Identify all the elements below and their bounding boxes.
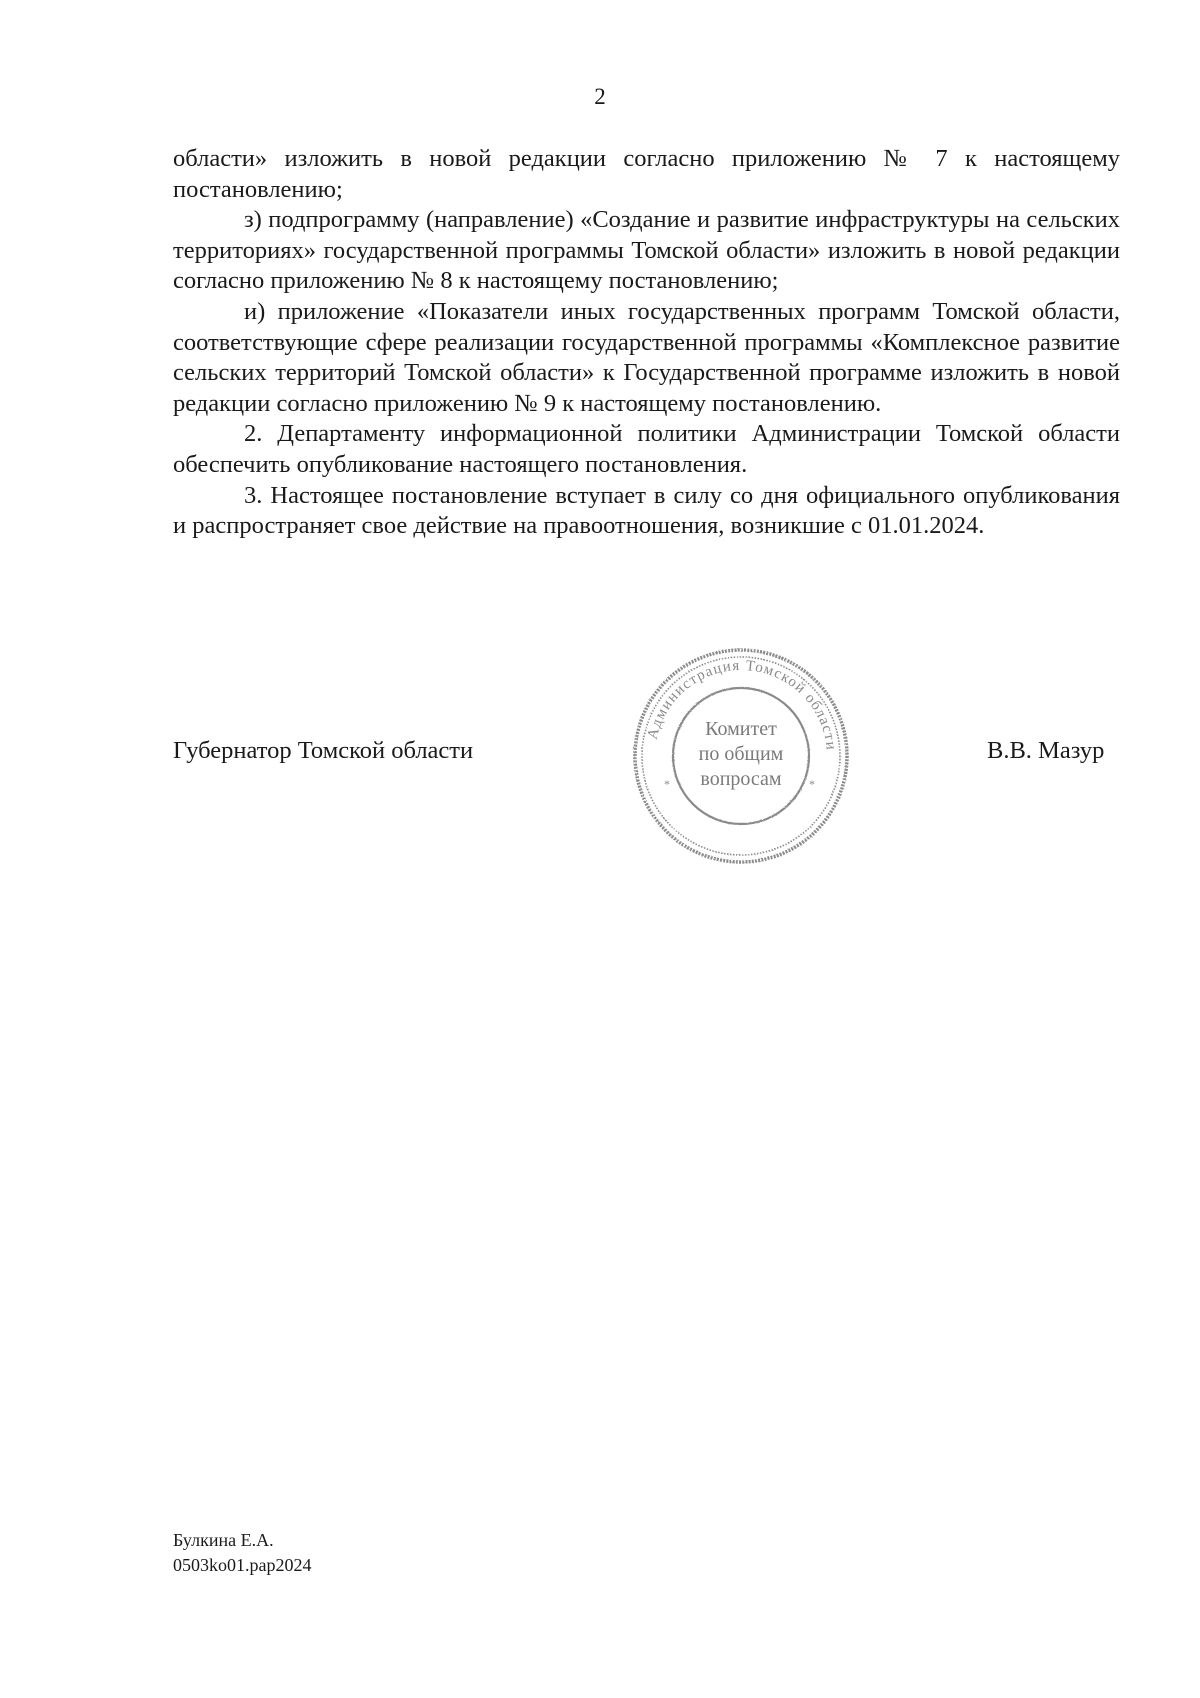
executor-name: Булкина Е.А. bbox=[173, 1530, 274, 1550]
stamp-center-line-3: вопросам bbox=[700, 768, 782, 790]
svg-text:*: * bbox=[664, 777, 670, 791]
svg-text:*: * bbox=[809, 777, 815, 791]
paragraph-item-z: з) подпрограмму (направление) «Создание и развитие инфраструктуры на сельских территориях» государственной программы Томской области» изложить в новой редакции согласно приложению № 8 к настоящему постановлению; bbox=[173, 206, 1120, 295]
executor-file-code: 0503ko01.pap2024 bbox=[173, 1555, 312, 1575]
stamp-ring-text: Администрация Томской области bbox=[644, 657, 839, 752]
stamp-center-line-2: по общим bbox=[698, 743, 784, 765]
document-body bbox=[173, 144, 1120, 542]
signatory-name: В.В. Мазур bbox=[987, 737, 1105, 764]
executor-block bbox=[173, 1528, 312, 1578]
official-seal-stamp bbox=[630, 645, 852, 867]
paragraph-item-i: и) приложение «Показатели иных государственных программ Томской области, соответствующие сфере реализации государственной программы «Комплексное развитие сельских территорий Томской области» к Государственной программе изложить в новой редакции согласно приложению № 9 к настоящему постановлению. bbox=[173, 297, 1120, 417]
paragraph-clause-3: 3. Настоящее постановление вступает в силу со дня официального опубликования и распространяет свое действие на правоотношения, возникшие с 01.01.2024. bbox=[173, 481, 1120, 540]
signatory-position: Губернатор Томской области bbox=[173, 737, 474, 764]
stamp-center-line-1: Комитет bbox=[705, 718, 777, 740]
paragraph-continuation: области» изложить в новой редакции согласно приложению № 7 к настоящему постановлению; bbox=[173, 145, 1120, 203]
page-number: 2 bbox=[594, 84, 606, 109]
paragraph-clause-2: 2. Департаменту информационной политики Администрации Томской области обеспечить опубликование настоящего постановления. bbox=[173, 420, 1120, 478]
